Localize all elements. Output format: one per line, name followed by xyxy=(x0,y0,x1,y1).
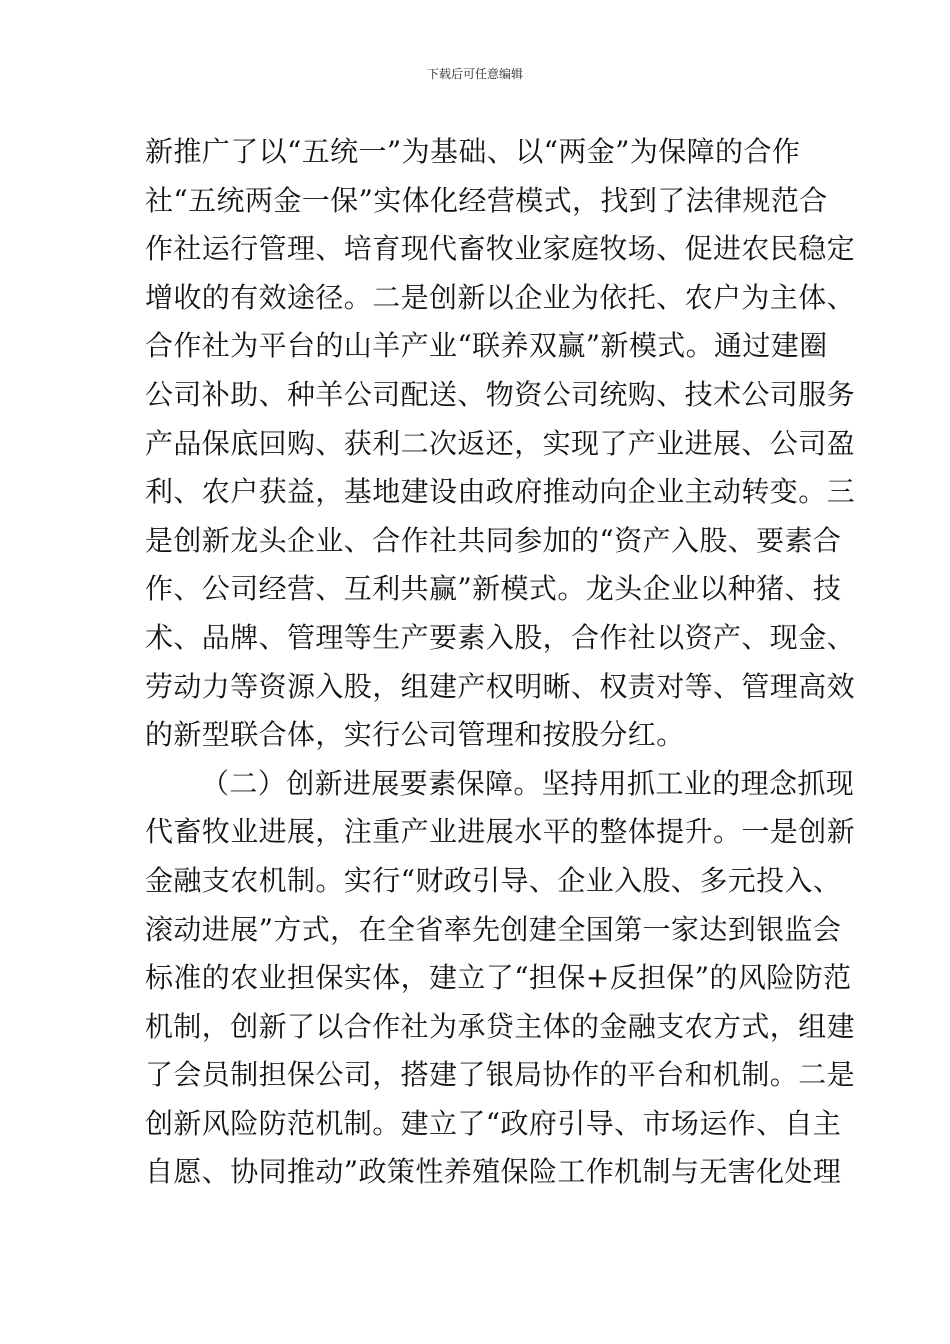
text-line: 的新型联合体，实行公司管理和按股分红。 xyxy=(145,718,685,752)
text-line: 增收的有效途径。二是创新以企业为依托、农户为主体、 xyxy=(145,280,856,314)
text-line: 新推广了以“五统一”为基础、以“两金”为保障的合作 xyxy=(145,135,801,168)
paragraph-2 xyxy=(145,760,856,1197)
text-line: 利、农户获益，基地建设由政府推动向企业主动转变。三 xyxy=(145,475,856,509)
text-line: 作、公司经营、互利共赢”新模式。龙头企业以种猪、技 xyxy=(145,572,842,606)
text-line: 产品保底回购、获利二次返还，实现了产业进展、公司盈 xyxy=(145,426,856,460)
text-line: 机制，创新了以合作社为承贷主体的金融支农方式，组建 xyxy=(145,1009,856,1043)
paragraph-1 xyxy=(145,128,856,760)
text-line: 标准的农业担保实体，建立了“担保+反担保”的风险防范 xyxy=(145,961,852,995)
text-line: 社“五统两金一保”实体化经营模式，找到了法律规范合 xyxy=(145,183,828,217)
text-line: 是创新龙头企业、合作社共同参加的“资产入股、要素合 xyxy=(145,523,842,557)
text-line: 自愿、协同推动”政策性养殖保险工作机制与无害化处理 xyxy=(145,1155,842,1189)
text-line: 合作社为平台的山羊产业“联养双赢”新模式。通过建圈 xyxy=(145,329,828,363)
text-line: 代畜牧业进展，注重产业进展水平的整体提升。一是创新 xyxy=(145,815,856,849)
text-line: 公司补助、种羊公司配送、物资公司统购、技术公司服务 xyxy=(145,377,856,411)
text-line: 劳动力等资源入股，组建产权明晰、权责对等、管理高效 xyxy=(145,669,856,703)
page-header-note: 下载后可任意编辑 xyxy=(426,67,523,81)
text-line: 创新风险防范机制。建立了“政府引导、市场运作、自主 xyxy=(145,1106,842,1140)
text-line: 了会员制担保公司，搭建了银局协作的平台和机制。二是 xyxy=(145,1058,856,1092)
text-line: 术、品牌、管理等生产要素入股，合作社以资产、现金、 xyxy=(145,620,856,654)
text-line: 金融支农机制。实行“财政引导、企业入股、多元投入、 xyxy=(145,863,842,897)
text-line: 作社运行管理、培育现代畜牧业家庭牧场、促进农民稳定 xyxy=(145,232,856,266)
text-line: 滚动进展”方式，在全省率先创建全国第一家达到银监会 xyxy=(145,912,842,946)
text-line: （二）创新进展要素保障。坚持用抓工业的理念抓现 xyxy=(201,766,855,800)
body-text xyxy=(145,128,856,1197)
